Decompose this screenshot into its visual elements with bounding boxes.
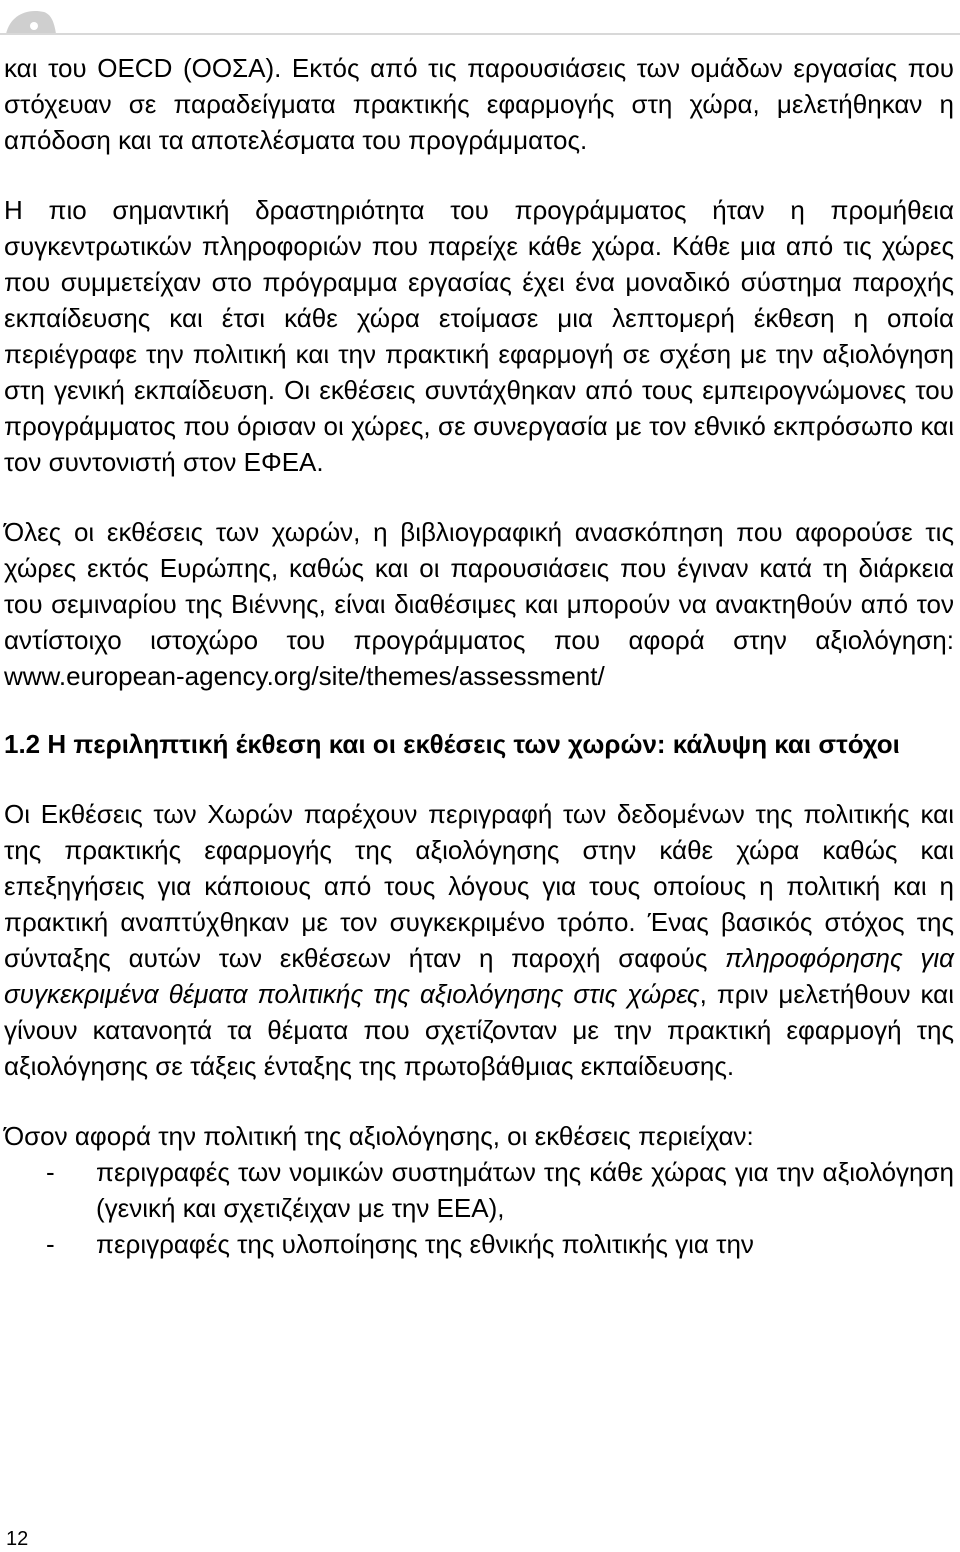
list-marker: - [46,1157,55,1187]
section-paragraph-italic: πληροφόρησης για συγκεκριμένα θέματα πολιτικής της αξιολόγησης στις χώρες [4,943,954,1009]
section-paragraph-part1: Οι Εκθέσεις των Χωρών παρέχουν περιγραφή των δεδομένων της πολιτικής και της πρακτικής εφαρμογής της αξιολόγησης στην κάθε χώρα καθώς και επεξηγήσεις για κάποιους από τους λόγους για τους οποίους η πολιτική και η πρακτική αναπτύχθηκαν με τον συγκεκριμένο τρόπο. Ένας βασικός στόχος της σύνταξης αυτών των εκθέσεων ήταν η παροχή σαφούς [4,799,954,973]
list-item-text: περιγραφές της υλοποίησης της εθνικής πολιτικής για την [96,1229,754,1259]
section-paragraph-part2: , πριν μελετήθουν και γίνουν κατανοητά τα θέματα που σχετίζονταν με την πρακτική εφαρμογή της αξιολόγησης σε τάξεις ένταξης της πρωτοβάθμιας εκπαίδευσης. [4,979,954,1081]
policy-list [4,1154,954,1262]
paragraph-1: και του OECD (ΟΟΣΑ). Εκτός από τις παρουσιάσεις των ομάδων εργασίας που στόχευαν σε παραδείγματα πρακτικής εφαρμογής στη χώρα, μελετήθηκαν η απόδοση και τα αποτελέσματα του προγράμματος. [4,53,954,155]
paragraph-2: Η πιο σημαντική δραστηριότητα του προγράμματος ήταν η προμήθεια συγκεντρωτικών πληροφοριών που παρείχε κάθε χώρα. Κάθε μια από τις χώρες που συμμετείχαν στο πρόγραμμα εργασίας έχει ένα μοναδικό σύστημα παροχής εκπαίδευσης και έτσι κάθε χώρα ετοίμασε μια λεπτομερή έκθεση η οποία περιέγραφε την πολιτική και την πρακτική εφαρμογή σε σχέση με την αξιολόγηση στη γενική εκπαίδευση. Οι εκθέσεις συντάχθηκαν από τους εμπειρογνώμονες του προγράμματος που όρισαν οι χώρες, σε συνεργασία με τον εθνικό εκπρόσωπο και τον συντονιστή στον ΕΦΕΑ. [4,195,954,477]
list-item [4,1226,954,1262]
paragraph-3: Όλες οι εκθέσεις των χωρών, η βιβλιογραφική ανασκόπηση που αφορούσε τις χώρες εκτός Ευρώπης, καθώς και οι παρουσιάσεις που έγιναν κατά τη διάρκεια του σεμιναρίου της Βιέννης, είναι διαθέσιμες και μπορούν να ανακτηθούν από τον αντίστοιχο ιστοχώρο του προγράμματος που αφορά στην αξιολόγηση: www.european-agency.org/site/themes/assessment/ [4,517,954,691]
list-intro: Όσον αφορά την πολιτική της αξιολόγησης, οι εκθέσεις περιείχαν: [4,1121,754,1151]
section-paragraph [4,796,954,1084]
page-number: 12 [6,1528,29,1550]
publisher-logo-icon [4,8,56,34]
document-body [4,50,954,1262]
list-item [4,1154,954,1226]
section-heading: 1.2 Η περιληπτική έκθεση και οι εκθέσεις των χωρών: κάλυψη και στόχοι [4,729,900,759]
list-marker: - [46,1229,55,1259]
list-item-text: περιγραφές των νομικών συστημάτων της κάθε χώρας για την αξιολόγηση (γενική και σχετιζέιχαν με την ΕΕΑ), [96,1157,954,1223]
page-header [0,0,960,34]
header-rule [0,33,960,35]
